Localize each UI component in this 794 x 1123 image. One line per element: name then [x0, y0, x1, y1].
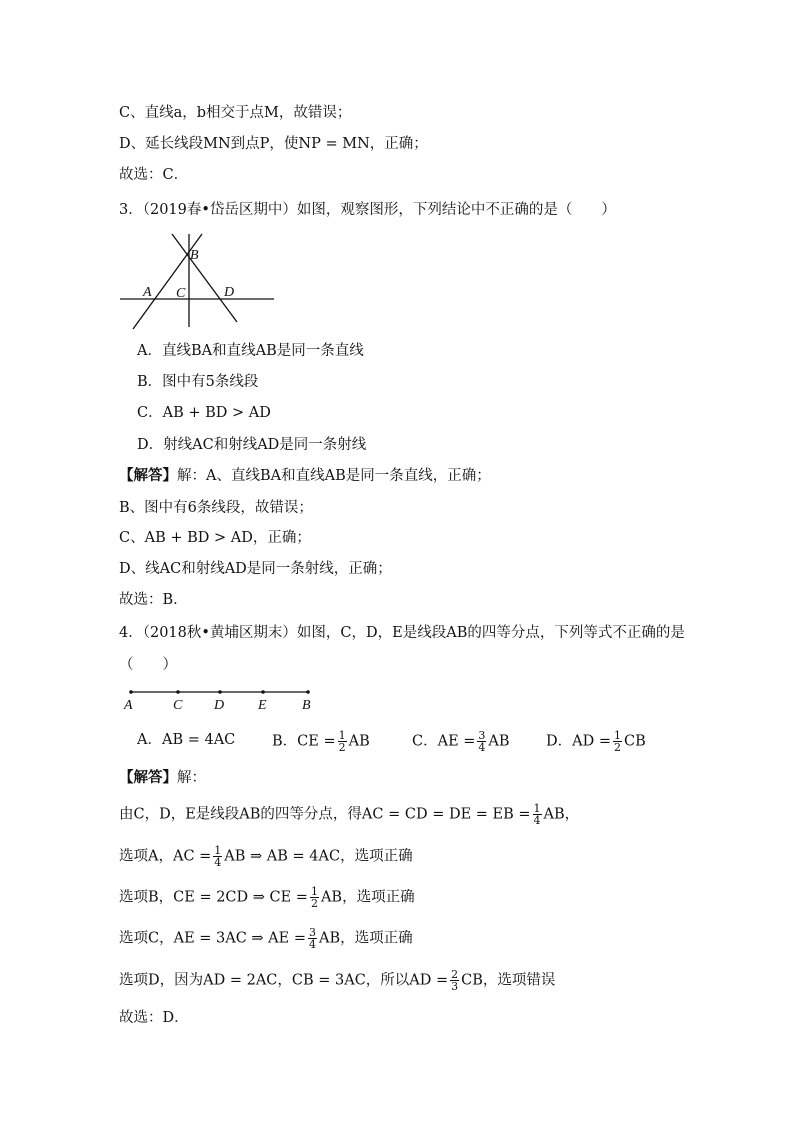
answer-tag-4: 【解答】 [119, 769, 177, 786]
figure-3-lines [118, 232, 278, 330]
q4-answer-header: 【解答】解： [119, 769, 206, 786]
q3-option-d: D．射线AC和射线AD是同一条射线 [137, 437, 367, 453]
seg-label-c: C [173, 698, 183, 713]
line-answer-c: 故选：C． [119, 167, 189, 183]
q3-answer-choice: 故选：B． [119, 592, 188, 608]
figure-4-segment [120, 684, 320, 716]
q3-answer-line-4: D、线AC和射线AD是同一条射线，正确； [119, 561, 392, 577]
q4-option-a: A．AB = 4AC [137, 732, 236, 748]
q4-answer-line-2: 选项A，AC = $\frac{1}{4}$ AB ⇒ AB = 4AC，选项正确 [119, 844, 413, 869]
q4-option-d: D．AD = $\frac{1}{2}$ CB [546, 729, 646, 754]
answer-tag: 【解答】 [119, 467, 177, 484]
q4-answer-line-3: 选项B，CE = 2CD ⇒ CE = $\frac{1}{2}$ AB，选项正确 [119, 885, 415, 910]
q3-answer-line-1: 【解答】解：A、直线BA和直线AB是同一条直线，正确； [119, 467, 491, 484]
seg-label-e: E [258, 698, 267, 713]
seg-label-a: A [124, 698, 133, 713]
seg-label-d: D [214, 698, 225, 713]
q3-option-b: B．图中有5条线段 [137, 374, 259, 390]
q4-answer-line-5: 选项D，因为AD = 2AC，CB = 3AC，所以AD = $\frac{2}{3}$ CB，选项错误 [119, 968, 556, 993]
q3-answer-line-2: B、图中有6条线段，故错误； [119, 500, 313, 516]
line-d-statement: D、延长线段MN到点P，使NP = MN，正确； [119, 136, 428, 152]
q4-option-c: C．AE = $\frac{3}{4}$ AB [412, 729, 510, 754]
seg-label-b: B [302, 698, 311, 713]
q4-option-b: B．CE = $\frac{1}{2}$ AB [272, 729, 370, 754]
label-d: D [224, 285, 235, 300]
label-a: A [143, 285, 152, 300]
line-c-statement: C、直线a，b相交于点M，故错误； [119, 105, 352, 121]
q4-answer-line-4: 选项C，AE = 3AC ⇒ AE = $\frac{3}{4}$ AB，选项正确 [119, 926, 413, 951]
q3-option-c: C．AB + BD > AD [137, 405, 271, 421]
q3-answer-line-3: C、AB + BD > AD，正确； [119, 530, 311, 546]
label-c: C [176, 286, 186, 301]
question-4-paren: （ ） [119, 657, 177, 673]
label-b: B [190, 248, 199, 263]
question-4: 4．（2018秋•黄埔区期末）如图，C，D，E是线段AB的四等分点，下列等式不正确的是 [119, 625, 685, 641]
q4-answer-line-1: 由C，D，E是线段AB的四等分点，得AC = CD = DE = EB = $\frac{1}{4}$ AB， [119, 802, 580, 827]
q4-answer-choice: 故选：D． [119, 1010, 189, 1026]
question-3: 3．（2019春•岱岳区期中）如图，观察图形，下列结论中不正确的是（ ） [119, 202, 616, 218]
q3-option-a: A．直线BA和直线AB是同一条直线 [137, 343, 364, 359]
